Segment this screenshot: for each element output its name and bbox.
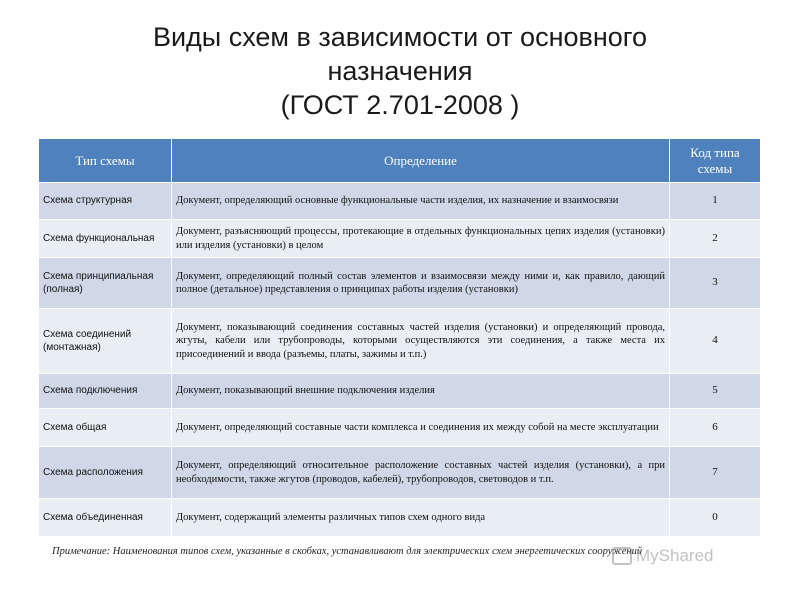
row-type: Схема соединений (монтажная)	[39, 309, 172, 374]
table-row	[39, 183, 761, 220]
row-type: Схема общая	[39, 409, 172, 447]
row-type: Схема объединенная	[39, 499, 172, 537]
row-definition: Документ, определяющий основные функциональные части изделия, их назначение и взаимосвязи	[172, 183, 670, 220]
row-code: 5	[670, 374, 761, 409]
row-definition: Документ, определяющий полный состав элементов и взаимосвязи между ними и, как правило, дающий полное (детальное) представления о принципах работы изделия (установки)	[172, 258, 670, 309]
header-definition: Определение	[172, 139, 670, 183]
table-row	[39, 447, 761, 499]
row-type: Схема функциональная	[39, 220, 172, 258]
row-code: 2	[670, 220, 761, 258]
title-line-3: (ГОСТ 2.701-2008 )	[280, 90, 520, 120]
title-line-2: назначения	[327, 56, 473, 86]
table-row	[39, 309, 761, 374]
header-type: Тип схемы	[39, 139, 172, 183]
row-code: 7	[670, 447, 761, 499]
table-row	[39, 374, 761, 409]
table-row	[39, 258, 761, 309]
table-row	[39, 499, 761, 537]
row-type: Схема структурная	[39, 183, 172, 220]
row-code: 6	[670, 409, 761, 447]
row-definition: Документ, определяющий составные части комплекса и соединения их между собой на месте эксплуатации	[172, 409, 670, 447]
row-definition: Документ, определяющий относительное расположение составных частей изделия (установки), а при необходимости, также жгутов (проводов, кабелей), трубопроводов, световодов и т.п.	[172, 447, 670, 499]
table-row	[39, 220, 761, 258]
header-code: Код типа схемы	[670, 139, 761, 183]
scheme-types-table	[38, 138, 761, 537]
row-definition: Документ, содержащий элементы различных типов схем одного вида	[172, 499, 670, 537]
row-code: 1	[670, 183, 761, 220]
row-definition: Документ, показывающий внешние подключения изделия	[172, 374, 670, 409]
slide-title	[0, 20, 800, 122]
row-type: Схема принципиальная (полная)	[39, 258, 172, 309]
watermark-text: MyShared	[636, 546, 714, 565]
row-definition: Документ, разъясняющий процессы, протекающие в отдельных функциональных цепях изделия (установки) или изделия (установки) в целом	[172, 220, 670, 258]
title-line-1: Виды схем в зависимости от основного	[152, 22, 648, 52]
table-row	[39, 409, 761, 447]
table-header-row	[39, 139, 761, 183]
row-code: 0	[670, 499, 761, 537]
row-type: Схема расположения	[39, 447, 172, 499]
row-type: Схема подключения	[39, 374, 172, 409]
footnote: Примечание: Наименования типов схем, указанные в скобках, устанавливают для электрических схем энергетических сооружений	[52, 546, 643, 557]
row-code: 3	[670, 258, 761, 309]
row-definition: Документ, показывающий соединения составных частей изделия (установки) и определяющий провода, жгуты, кабели или трубопроводы, которыми осуществляются эти соединения, а также места их присоединений и ввода (разъемы, платы, зажимы и т.п.)	[172, 309, 670, 374]
row-code: 4	[670, 309, 761, 374]
